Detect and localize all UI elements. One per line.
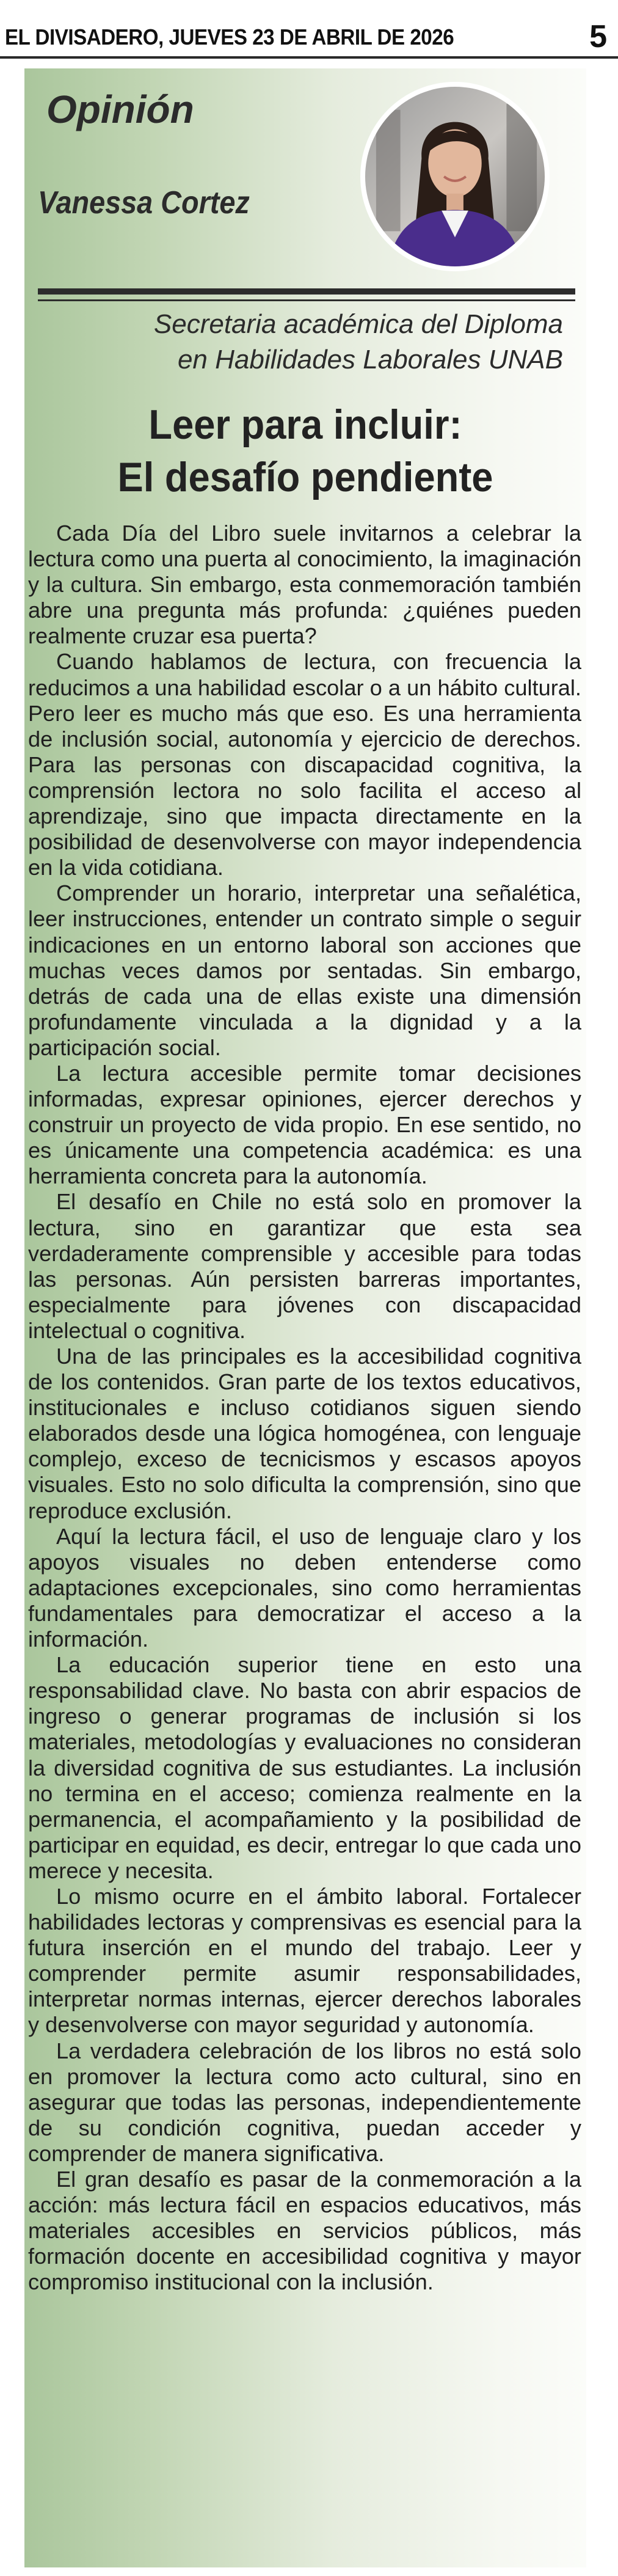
headline-line: Leer para incluir: bbox=[148, 401, 462, 448]
page-number: 5 bbox=[589, 19, 607, 54]
article-paragraph: La educación superior tiene en esto una responsabilidad clave. No basta con abrir espacios de ingreso o generar programas de inclusión si los materiales, metodologías y evaluaciones no consideran la diversidad cognitiva de sus estudiantes. La inclusión no termina en el acceso; comienza realmente en la permanencia, el acompañamiento y la posibilidad de participar en equidad, es decir, entregar lo que cada uno merece y necesita. bbox=[28, 1652, 581, 1883]
author-name: Vanessa Cortez bbox=[38, 185, 250, 221]
divider-thin bbox=[38, 299, 575, 301]
newspaper-dateline: EL DIVISADERO, JUEVES 23 DE ABRIL DE 2026 bbox=[5, 24, 454, 49]
author-role bbox=[38, 307, 563, 378]
article-paragraph: El desafío en Chile no está solo en promover la lectura, sino en garantizar que esta sea verdaderamente comprensible y accesible para todas las personas. Aún persisten barreras importantes, especialmente para jóvenes con discapacidad intelectual o cognitiva. bbox=[28, 1189, 581, 1343]
article-paragraph: Lo mismo ocurre en el ámbito laboral. Fortalecer habilidades lectoras y comprensivas es esencial para la futura inserción en el mundo del trabajo. Leer y comprender permite asumir responsabilidades, interpretar normas internas, ejercer derechos laborales y desenvolverse con mayor seguridad y autonomía. bbox=[28, 1883, 581, 2038]
article-body bbox=[24, 521, 586, 2295]
article-paragraph: Aquí la lectura fácil, el uso de lenguaje claro y los apoyos visuales no deben entenderse como adaptaciones excepcionales, sino como herramientas fundamentales para democratizar el acceso a la información. bbox=[28, 1523, 581, 1652]
author-photo bbox=[360, 82, 550, 271]
article-paragraph: La lectura accesible permite tomar decisiones informadas, expresar opiniones, ejercer derechos y construir un proyecto de vida propio. En ese sentido, no es únicamente una competencia académica: es una herramienta concreta para la autonomía. bbox=[28, 1060, 581, 1189]
article-paragraph: Cuando hablamos de lectura, con frecuencia la reducimos a una habilidad escolar o a un hábito cultural. Pero leer es mucho más que eso. Es una herramienta de inclusión social, autonomía y ejercicio de derechos. Para las personas con discapacidad cognitiva, la comprensión lectora no solo facilita el acceso al aprendizaje, sino que impacta directamente en la posibilidad de desenvolverse con mayor independencia en la vida cotidiana. bbox=[28, 649, 581, 880]
article-paragraph: Comprender un horario, interpretar una señalética, leer instrucciones, entender un contrato simple o seguir indicaciones en un entorno laboral son acciones que muchas veces damos por sentadas. Sin embargo, detrás de cada una de ellas existe una dimensión profundamente vinculada a la dignidad y a la participación social. bbox=[28, 880, 581, 1060]
page-header bbox=[0, 0, 618, 59]
article-paragraph: El gran desafío es pasar de la conmemoración a la acción: más lectura fácil en espacios educativos, más materiales accesibles en servicios públicos, más formación docente en accesibilidad cognitiva y mayor compromiso institucional con la inclusión. bbox=[28, 2167, 581, 2295]
divider-thick bbox=[38, 288, 575, 295]
article-headline bbox=[44, 398, 567, 503]
opinion-column bbox=[24, 68, 586, 2567]
author-portrait-icon bbox=[364, 86, 546, 268]
article-paragraph: Una de las principales es la accesibilidad cognitiva de los contenidos. Gran parte de los textos educativos, institucionales e incluso cotidianos siguen siendo elaborados desde una lógica homogénea, con lenguaje complejo, exceso de tecnicismos y escasos apoyos visuales. Esto no solo dificulta la comprensión, sino que reproduce exclusión. bbox=[28, 1344, 581, 1523]
author-role-line: en Habilidades Laborales UNAB bbox=[177, 345, 563, 375]
author-role-line: Secretaria académica del Diploma bbox=[153, 309, 563, 339]
headline-line: El desafío pendiente bbox=[117, 454, 493, 500]
article-paragraph: La verdadera celebración de los libros no está solo en promover la lectura como acto cultural, sino en asegurar que todas las personas, independientemente de su condición cognitiva, puedan acceder y comprender de manera significativa. bbox=[28, 2038, 581, 2166]
section-label: Opinión bbox=[46, 87, 194, 131]
article-paragraph: Cada Día del Libro suele invitarnos a celebrar la lectura como una puerta al conocimiento, la imaginación y la cultura. Sin embargo, esta conmemoración también abre una pregunta más profunda: ¿quiénes pueden realmente cruzar esa puerta? bbox=[28, 521, 581, 649]
